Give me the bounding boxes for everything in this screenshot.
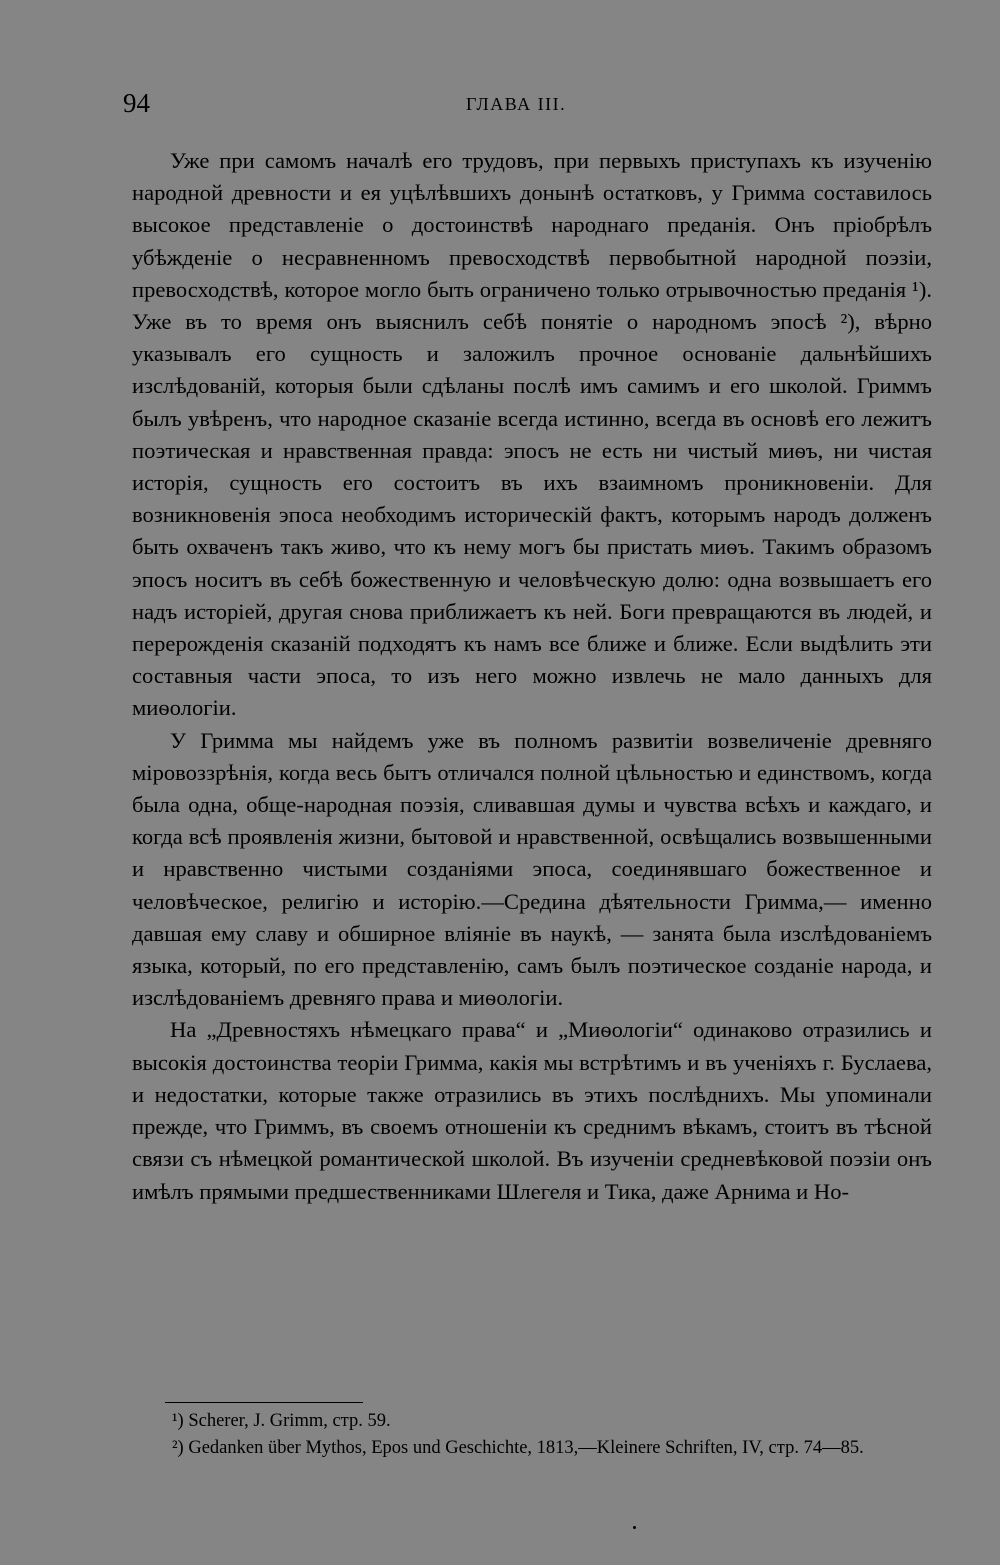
footnote-1: ¹) Scherer, J. Grimm, стр. 59. [172, 1411, 391, 1431]
footnote-2: ²) Gedanken über Mythos, Epos und Geschichte, 1813,—Kleinere Schriften, IV, стр. 74—85. [172, 1438, 864, 1458]
paragraph-1: Уже при самомъ началѣ его трудовъ, при первыхъ приступахъ къ изученію народной древности и ея уцѣлѣвшихъ донынѣ остатковъ, у Гримма составилось высокое представленіе о достоинствѣ народнаго преданія. Онъ пріобрѣлъ убѣжденіе о несравненномъ превосходствѣ первобытной народной поэзіи, превосходствѣ, которое могло быть ограничено только отрывочностью преданія ¹). Уже въ то время онъ выяснилъ себѣ понятіе о народномъ эпосѣ ²), вѣрно указывалъ его сущность и заложилъ прочное основаніе дальнѣйшихъ изслѣдованій, которыя были сдѣланы послѣ имъ самимъ и его школой. Гриммъ былъ увѣренъ, что народное сказаніе всегда истинно, всегда въ основѣ его лежитъ поэтическая и нравственная правда: эпосъ не есть ни чистый миѳъ, ни чистая исторія, сущность его состоитъ въ ихъ взаимномъ проникновеніи. Для возникновенія эпоса необходимъ историческій фактъ, которымъ народъ долженъ быть охваченъ такъ живо, что къ нему могъ бы пристать миѳъ. Такимъ образомъ эпосъ носитъ въ себѣ божественную и человѣческую долю: одна возвышаетъ его надъ исторіей, другая снова приближаетъ къ ней. Боги превращаются въ людей, и перерожденія сказаній подходятъ къ намъ все ближе и ближе. Если выдѣлить эти составныя части эпоса, то изъ него можно извлечь не мало данныхъ для миѳологіи. [132, 148, 932, 721]
footnote-divider [165, 1402, 363, 1403]
page-number: 94 [123, 88, 150, 118]
paragraph-2: У Гримма мы найдемъ уже въ полномъ развитіи возвеличеніе древняго міровоззрѣнія, когда весь бытъ отличался полной цѣльностью и единствомъ, когда была одна, обще-народная поэзія, сливавшая думы и чувства всѣхъ и каждаго, и когда всѣ проявленія жизни, бытовой и нравственной, освѣщались возвышенными и нравственно чистыми созданіями эпоса, соединявшаго божественное и человѣческое, религію и исторію.—Средина дѣятельности Гримма,— именно давшая ему славу и обширное вліяніе въ наукѣ, — занята была изслѣдованіемъ языка, который, по его представленію, самъ былъ поэтическое созданіе народа, и изслѣдованіемъ древняго права и миѳологіи. [132, 727, 932, 1011]
footnotes [132, 1408, 932, 1462]
body-text [132, 145, 932, 1208]
chapter-title: ГЛАВА III. [466, 94, 567, 114]
paragraph-3: На „Древностяхъ нѣмецкаго права“ и „Миѳологіи“ одинаково отразились и высокія достоинства теоріи Гримма, какія мы встрѣтимъ и въ ученіяхъ г. Буслаева, и недостатки, которые также отразились въ этихъ послѣднихъ. Мы упоминали прежде, что Гриммъ, въ своемъ отношеніи къ среднимъ вѣкамъ, стоитъ въ тѣсной связи съ нѣмецкой романтической школой. Въ изученіи средневѣковой поэзіи онъ имѣлъ прямыми предшественниками Шлегеля и Тика, даже Арнима и Но- [132, 1017, 932, 1204]
running-head [123, 86, 935, 120]
print-speck [633, 1526, 636, 1529]
